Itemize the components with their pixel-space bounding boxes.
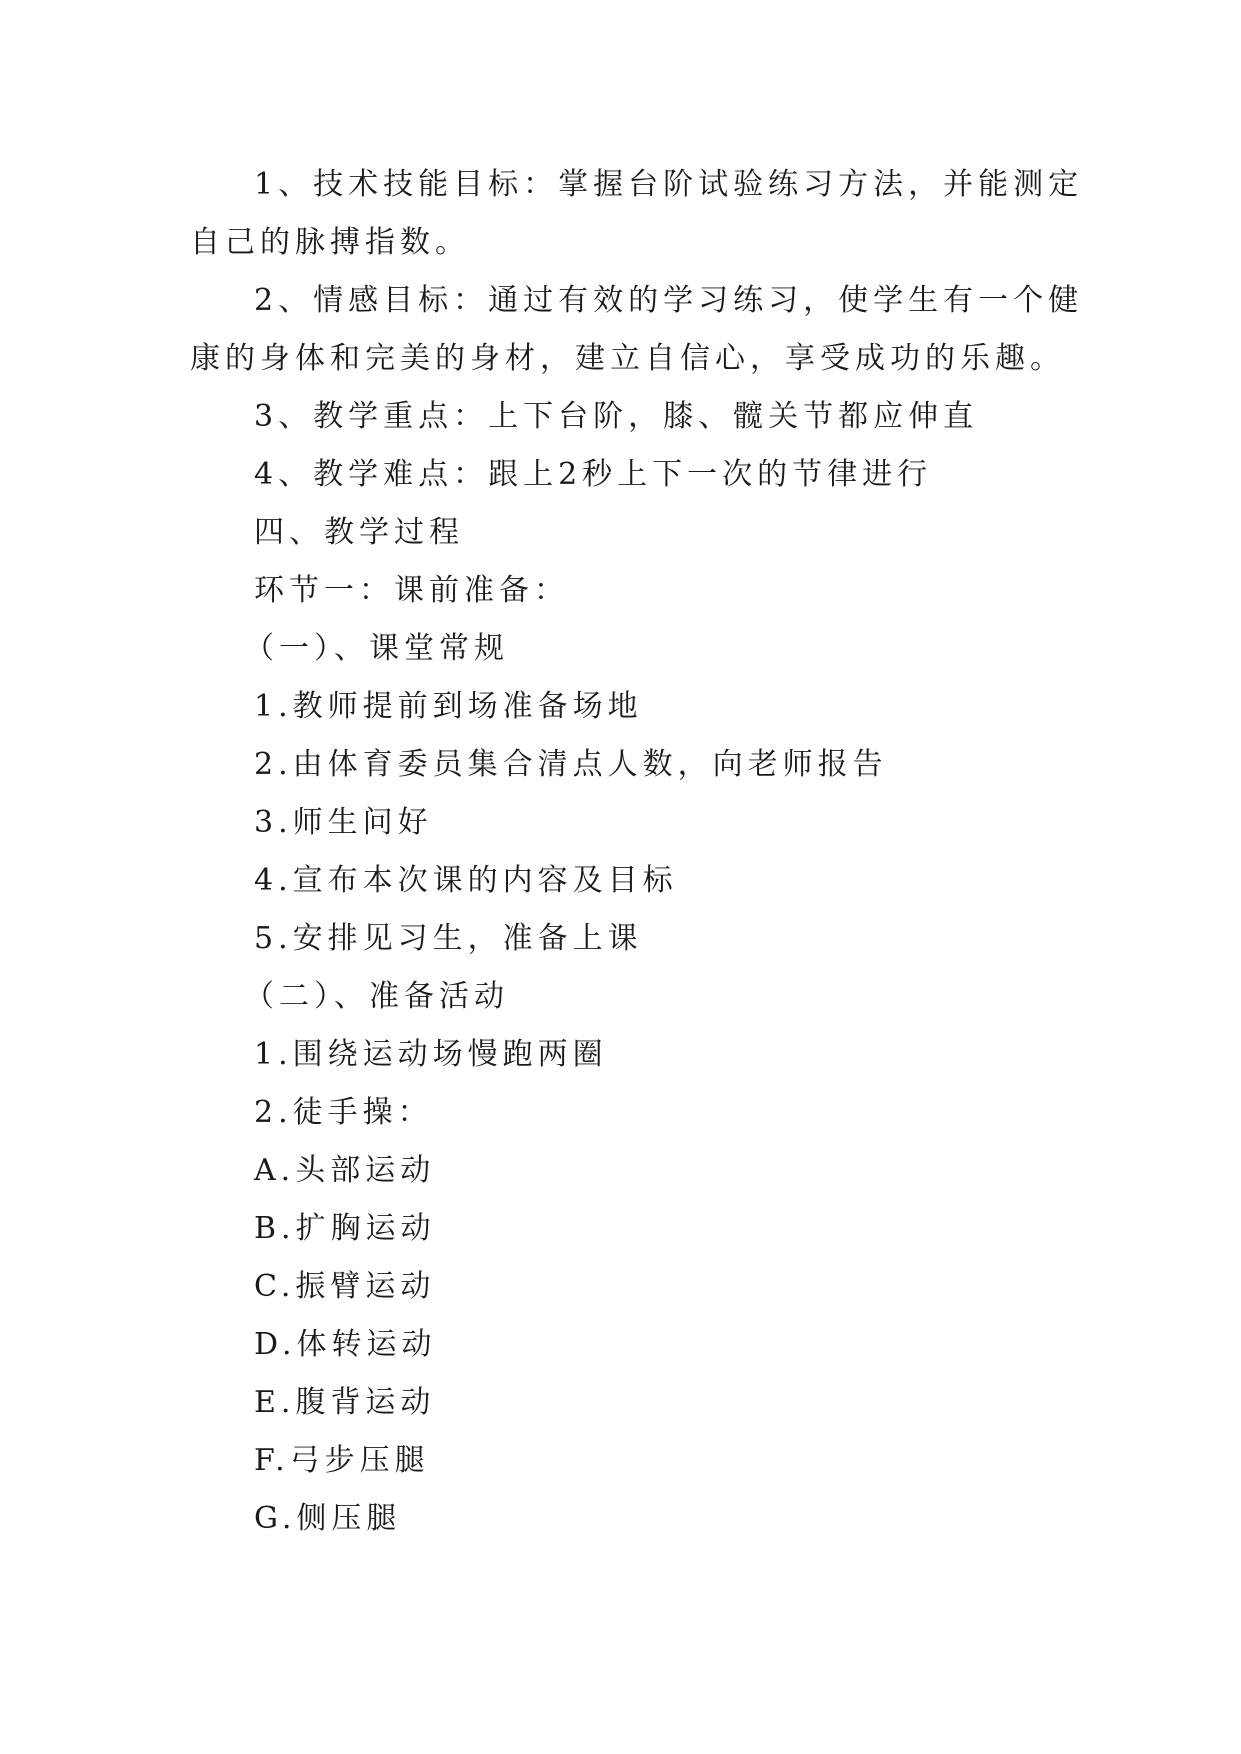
list-item: 2.徒手操： (254, 1095, 433, 1130)
group-heading: （一）、课堂常规 (244, 631, 509, 666)
text-line: 1、技术技能目标：掌握台阶试验练习方法，并能测定 (254, 167, 1084, 202)
paragraph-skill-goal (190, 156, 1084, 272)
list-item: 3.师生问好 (254, 805, 433, 840)
list-item: G.侧压腿 (254, 1501, 402, 1536)
list-item: 4.宣布本次课的内容及目标 (254, 863, 678, 898)
list-item: 1.教师提前到场准备场地 (254, 689, 643, 724)
text-line: 康的身体和完美的身材，建立自信心，享受成功的乐趣。 (190, 341, 1065, 376)
list-item: C.振臂运动 (254, 1269, 436, 1304)
text-line: 自己的脉搏指数。 (190, 225, 470, 260)
list-item: 5.安排见习生，准备上课 (254, 921, 643, 956)
document-body (190, 156, 1084, 1548)
paragraph-emotion-goal (190, 272, 1084, 388)
section-heading: 四、教学过程 (254, 515, 464, 550)
list-item: 2.由体育委员集合清点人数，向老师报告 (254, 747, 888, 782)
teaching-difficulty: 4、教学难点：跟上2秒上下一次的节律进行 (254, 457, 933, 492)
list-item: E.腹背运动 (254, 1385, 436, 1420)
teaching-focus: 3、教学重点：上下台阶，膝、髋关节都应伸直 (254, 399, 979, 434)
list-item: A.头部运动 (254, 1153, 436, 1188)
list-item: 1.围绕运动场慢跑两圈 (254, 1037, 608, 1072)
list-item: F.弓步压腿 (254, 1443, 430, 1478)
group-heading: （二）、准备活动 (244, 979, 509, 1014)
list-item: D.体转运动 (254, 1327, 437, 1362)
text-line: 2、情感目标：通过有效的学习练习，使学生有一个健 (254, 283, 1084, 318)
subsection-heading: 环节一：课前准备： (254, 573, 569, 608)
list-item: B.扩胸运动 (254, 1211, 436, 1246)
